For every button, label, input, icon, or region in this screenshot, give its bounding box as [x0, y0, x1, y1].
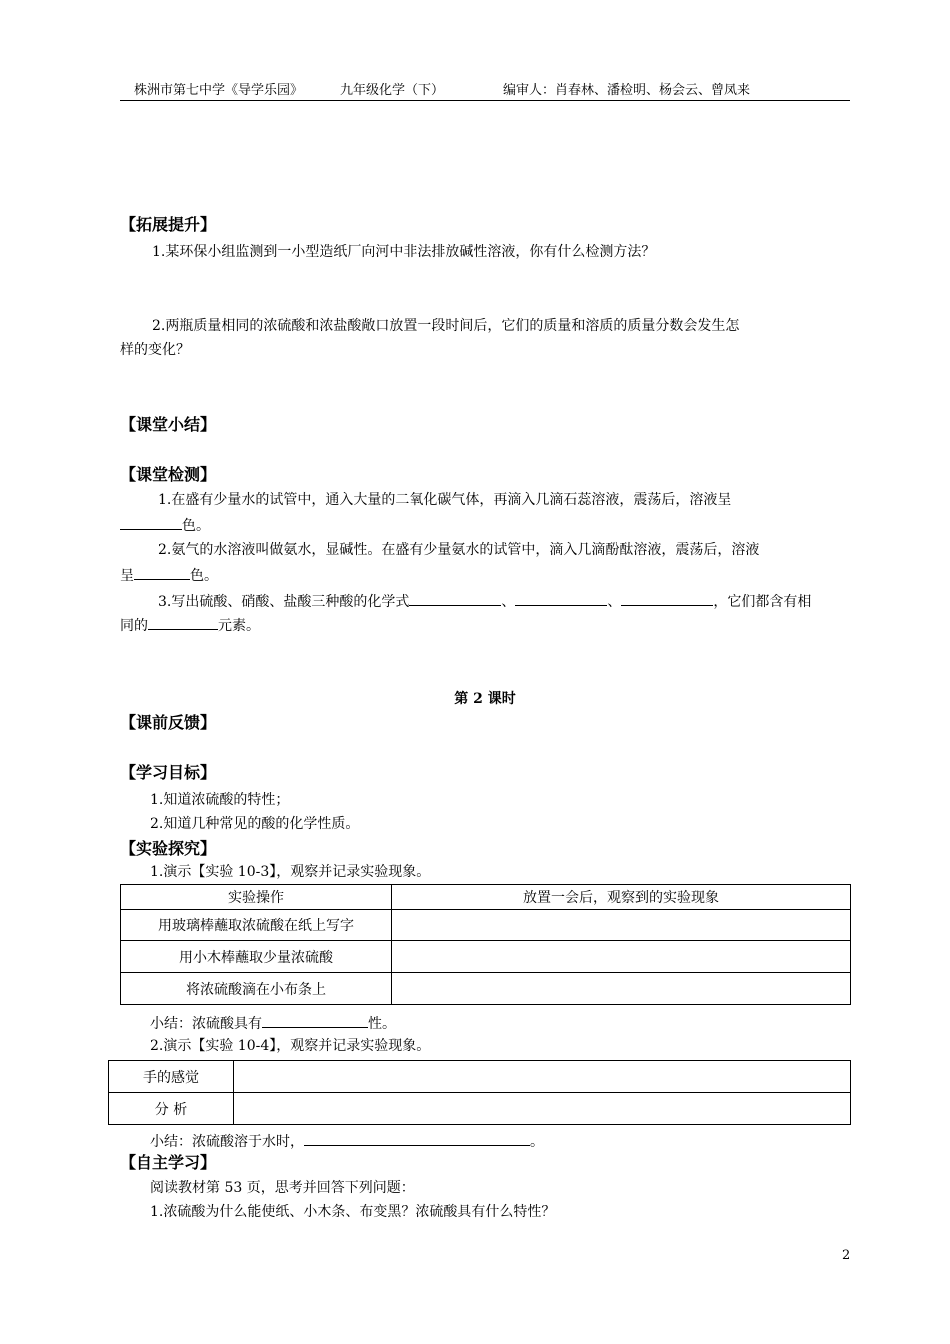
table-header: 实验操作: [121, 885, 392, 910]
experiment-intro-1: 1.演示【实验 10-3】，观察并记录实验现象。: [150, 864, 431, 880]
check-q1-line2: [120, 514, 210, 536]
goal-item-1: 1.知道浓硫酸的特性；: [150, 792, 290, 808]
page-header: [120, 82, 850, 101]
selfstudy-q1: 1.浓硫酸为什么能使纸、小木条、布变黑？浓硫酸具有什么特性？: [150, 1204, 556, 1220]
check-q3-sep: 、: [501, 594, 516, 610]
table-cell-answer[interactable]: [234, 1093, 851, 1125]
experiment-summary-1: [150, 1012, 396, 1034]
check-q3-sep: 、: [607, 594, 622, 610]
answer-blank[interactable]: [621, 590, 713, 606]
check-q3-line2: [120, 614, 260, 636]
summary-heading: 【课堂小结】: [120, 415, 217, 434]
check-q3-end: ，它们都含有相: [713, 594, 812, 610]
table-cell-answer[interactable]: [392, 910, 851, 941]
answer-blank[interactable]: [409, 590, 501, 606]
experiment-table-2: [108, 1060, 851, 1125]
check-q2-line2: [120, 564, 218, 586]
check-q2-end: 色。: [190, 568, 218, 584]
selfstudy-intro: 阅读教材第 53 页，思考并回答下列问题：: [150, 1180, 415, 1196]
extension-q2-line2: 样的变化？: [120, 342, 190, 358]
table-row-label: 将浓硫酸滴在小布条上: [121, 973, 392, 1005]
check-q2-start: 呈: [120, 568, 134, 584]
check-q2-line1: 2.氨气的水溶液叫做氨水，显碱性。在盛有少量氨水的试管中，滴入几滴酚酞溶液，震荡后，溶液: [158, 542, 760, 558]
answer-blank[interactable]: [120, 514, 182, 530]
table-row-label: 手的感觉: [109, 1061, 234, 1093]
answer-blank[interactable]: [515, 590, 607, 606]
answer-blank[interactable]: [304, 1130, 530, 1146]
table-cell-answer[interactable]: [234, 1061, 851, 1093]
goal-item-2: 2.知道几种常见的酸的化学性质。: [150, 816, 360, 832]
header-school: 株洲市第七中学《导学乐园》: [134, 83, 304, 98]
experiment-heading: 【实验探究】: [120, 839, 217, 858]
summary1-end: 性。: [368, 1016, 396, 1032]
extension-q2-line1: 2.两瓶质量相同的浓硫酸和浓盐酸敞口放置一段时间后，它们的质量和溶质的质量分数会发生怎: [152, 318, 740, 334]
check-q3-start: 3.写出硫酸、硝酸、盐酸三种酸的化学式: [158, 594, 410, 610]
extension-heading: 【拓展提升】: [120, 215, 217, 234]
check-q3-line2-start: 同的: [120, 618, 148, 634]
check-q1-line1: 1.在盛有少量水的试管中，通入大量的二氧化碳气体，再滴入几滴石蕊溶液，震荡后，溶液呈: [158, 492, 732, 508]
experiment-summary-2: [150, 1130, 544, 1152]
summary2-start: 小结：浓硫酸溶于水时，: [150, 1134, 304, 1150]
extension-q1: 1.某环保小组监测到一小型造纸厂向河中非法排放碱性溶液，你有什么检测方法？: [152, 244, 656, 260]
summary2-end: 。: [530, 1134, 544, 1150]
experiment-intro-2: 2.演示【实验 10-4】，观察并记录实验现象。: [150, 1038, 431, 1054]
table-row-label: 用玻璃棒蘸取浓硫酸在纸上写字: [121, 910, 392, 941]
answer-blank[interactable]: [148, 614, 218, 630]
check-heading: 【课堂检测】: [120, 465, 217, 484]
answer-blank[interactable]: [134, 564, 190, 580]
check-q3-line2-end: 元素。: [218, 618, 260, 634]
check-q3-line1: [158, 590, 811, 612]
lesson-title: 第 2 课时: [454, 691, 516, 707]
prefeedback-heading: 【课前反馈】: [120, 713, 217, 732]
header-editors: 编审人：肖春林、潘检明、杨会云、曾凤来: [503, 83, 751, 98]
goals-heading: 【学习目标】: [120, 763, 217, 782]
check-q1-end: 色。: [182, 518, 210, 534]
table-cell-answer[interactable]: [392, 973, 851, 1005]
page-number: 2: [842, 1248, 851, 1263]
table-cell-answer[interactable]: [392, 941, 851, 973]
table-row-label: 分 析: [109, 1093, 234, 1125]
table-row-label: 用小木棒蘸取少量浓硫酸: [121, 941, 392, 973]
table-header: 放置一会后，观察到的实验现象: [392, 885, 851, 910]
summary1-start: 小结：浓硫酸具有: [150, 1016, 262, 1032]
selfstudy-heading: 【自主学习】: [120, 1153, 217, 1172]
header-grade: 九年级化学（下）: [340, 83, 445, 98]
answer-blank[interactable]: [262, 1012, 368, 1028]
experiment-table-1: [120, 884, 851, 1005]
